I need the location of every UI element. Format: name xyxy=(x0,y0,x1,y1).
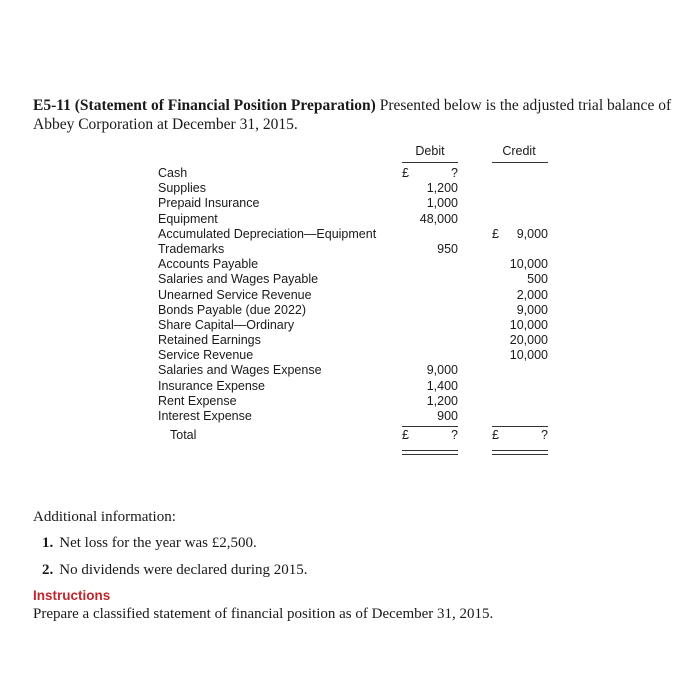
table-row xyxy=(158,166,558,181)
account-name: Salaries and Wages Payable xyxy=(158,272,319,287)
debit-amount xyxy=(398,166,458,181)
problem-heading xyxy=(33,96,673,134)
table-row xyxy=(158,394,558,409)
credit-amount-value: 9,000 xyxy=(516,302,548,317)
credit-double-rule xyxy=(492,450,548,455)
credit-amount-value: 10,000 xyxy=(509,257,548,272)
table-row xyxy=(158,212,558,227)
currency-symbol: £ xyxy=(492,226,499,241)
account-name: Retained Earnings xyxy=(158,333,261,348)
currency-symbol: £ xyxy=(402,166,409,180)
instructions-text: Prepare a classified statement of financial position as of December 31, 2015. xyxy=(33,606,494,622)
debit-header: Debit xyxy=(415,144,445,158)
debit-amount xyxy=(398,212,458,227)
debit-amount-value: 1,400 xyxy=(426,378,458,393)
debit-amount xyxy=(398,409,458,424)
total-debit xyxy=(398,428,458,443)
account-name: Rent Expense xyxy=(158,393,237,408)
total-label: Total xyxy=(170,428,197,443)
table-row xyxy=(158,363,558,378)
credit-amount xyxy=(488,303,548,318)
credit-amount-value: 10,000 xyxy=(509,317,548,332)
total-row xyxy=(158,428,558,443)
debit-amount-value: 900 xyxy=(437,409,458,423)
total-debit-value: ? xyxy=(451,428,458,443)
total-credit xyxy=(488,428,548,443)
account-name: Insurance Expense xyxy=(158,378,266,393)
debit-amount xyxy=(398,363,458,378)
account-name: Equipment xyxy=(158,211,218,226)
debit-amount xyxy=(398,394,458,409)
table-row xyxy=(158,379,558,394)
total-credit-value: ? xyxy=(541,428,548,443)
account-name: Prepaid Insurance xyxy=(158,196,260,211)
account-name: Accumulated Depreciation—Equipment xyxy=(158,226,377,241)
table-row xyxy=(158,257,558,272)
debit-amount-value: 1,000 xyxy=(426,196,458,211)
table-row xyxy=(158,181,558,196)
item-text: Net loss for the year was £2,500. xyxy=(59,535,257,551)
debit-double-rule xyxy=(402,450,458,455)
account-name: Bonds Payable (due 2022) xyxy=(158,302,307,317)
credit-amount-value: 2,000 xyxy=(516,287,548,302)
debit-amount-value: 1,200 xyxy=(426,181,458,196)
table-row xyxy=(158,288,558,303)
problem-text: Presented below is the adjusted trial balance of Abbey Corporation at December 31, 2015. xyxy=(33,97,672,133)
account-name: Supplies xyxy=(158,181,206,196)
debit-amount-value: 48,000 xyxy=(419,211,458,226)
table-row xyxy=(158,348,558,363)
table-row xyxy=(158,272,558,287)
credit-amount xyxy=(488,318,548,333)
debit-amount-value: ? xyxy=(451,166,458,180)
account-name: Accounts Payable xyxy=(158,257,259,272)
item-number: 1. xyxy=(42,535,54,551)
additional-info-heading: Additional information: xyxy=(33,509,176,525)
table-row xyxy=(158,333,558,348)
debit-amount xyxy=(398,196,458,211)
currency-symbol: £ xyxy=(492,428,499,443)
table-row xyxy=(158,409,558,424)
list-item xyxy=(42,530,308,557)
account-name: Cash xyxy=(158,166,188,180)
currency-symbol: £ xyxy=(402,428,409,443)
debit-amount xyxy=(398,181,458,196)
problem-label: E5-11 (Statement of Financial Position Preparation) xyxy=(33,97,376,114)
credit-amount-value: 20,000 xyxy=(509,333,548,348)
debit-amount-value: 9,000 xyxy=(426,363,458,378)
credit-amount xyxy=(488,333,548,348)
credit-amount xyxy=(488,348,548,363)
debit-amount-value: 950 xyxy=(437,241,458,256)
credit-header-rule xyxy=(492,162,548,163)
debit-amount xyxy=(398,379,458,394)
list-item xyxy=(42,557,308,584)
credit-amount xyxy=(488,257,548,272)
credit-header: Credit xyxy=(502,144,536,158)
item-text: No dividends were declared during 2015. xyxy=(59,562,308,578)
debit-header-rule xyxy=(402,162,458,163)
credit-amount-value: 10,000 xyxy=(509,348,548,363)
credit-amount xyxy=(488,288,548,303)
trial-balance-rows xyxy=(158,166,558,443)
table-row xyxy=(158,303,558,318)
account-name: Salaries and Wages Expense xyxy=(158,363,322,378)
account-name: Share Capital—Ordinary xyxy=(158,317,295,332)
debit-amount xyxy=(398,242,458,257)
account-name: Trademarks xyxy=(158,241,225,256)
instructions-title: Instructions xyxy=(33,588,111,603)
credit-amount-value: 9,000 xyxy=(516,226,548,241)
additional-info-list xyxy=(42,530,308,584)
table-row xyxy=(158,196,558,211)
account-name: Unearned Service Revenue xyxy=(158,287,312,302)
account-name: Service Revenue xyxy=(158,348,254,363)
table-row xyxy=(158,242,558,257)
credit-amount xyxy=(488,227,548,242)
credit-amount xyxy=(488,272,548,287)
table-row xyxy=(158,318,558,333)
table-row xyxy=(158,227,558,242)
item-number: 2. xyxy=(42,562,54,578)
credit-amount-value: 500 xyxy=(527,272,548,287)
debit-amount-value: 1,200 xyxy=(426,393,458,408)
account-name: Interest Expense xyxy=(158,409,252,423)
